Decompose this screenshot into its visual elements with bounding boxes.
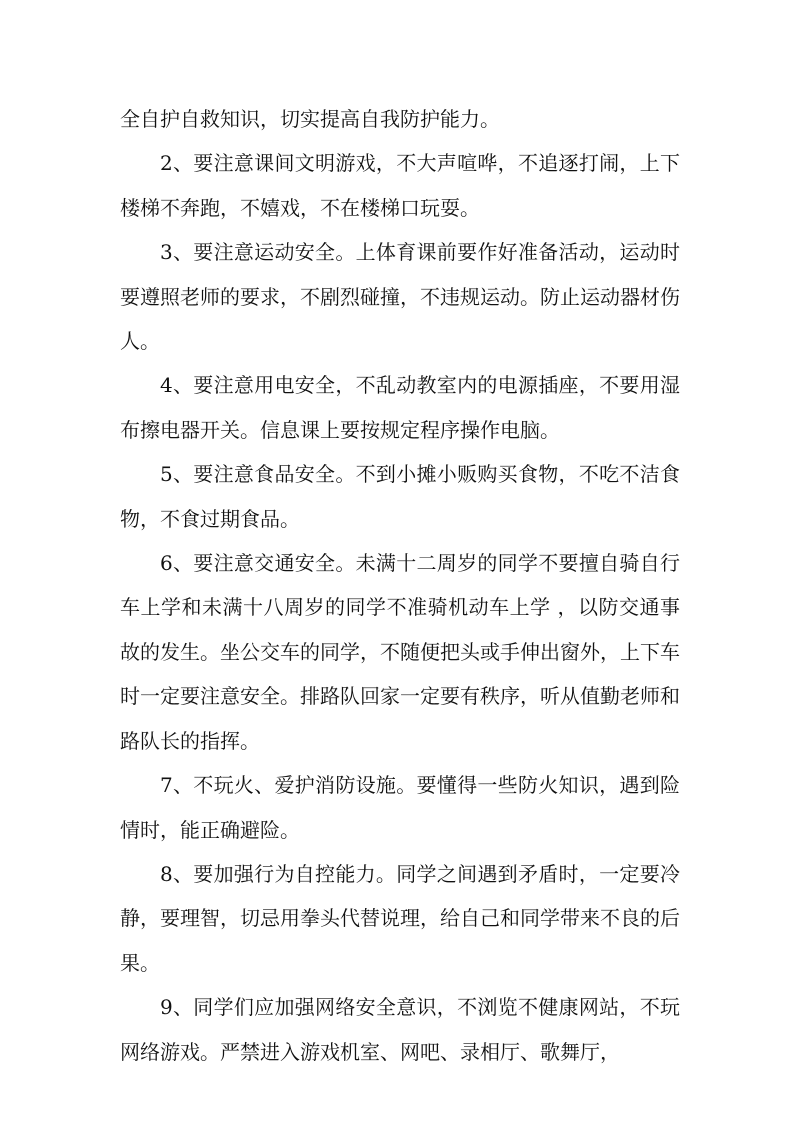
- paragraph-item-2: 2、要注意课间文明游戏，不大声喧哗，不追逐打闹，上下楼梯不奔跑，不嬉戏，不在楼梯口玩耍。: [120, 151, 680, 220]
- paragraph-item-4: 4、要注意用电安全，不乱动教室内的电源插座，不要用湿布擦电器开关。信息课上要按规定程序操作电脑。: [120, 373, 680, 442]
- paragraph-item-3: 3、要注意运动安全。上体育课前要作好准备活动，运动时要遵照老师的要求，不剧烈碰撞，不违规运动。防止运动器材伤人。: [120, 240, 680, 354]
- paragraph-item-7: 7、不玩火、爱护消防设施。要懂得一些防火知识，遇到险情时，能正确避险。: [120, 773, 680, 842]
- paragraph-continuation: 全自护自救知识，切实提高自我防护能力。: [120, 107, 500, 131]
- paragraph-item-8: 8、要加强行为自控能力。同学之间遇到矛盾时，一定要冷静，要理智，切忌用拳头代替说理，给自己和同学带来不良的后果。: [120, 861, 680, 975]
- paragraph-item-9: 9、同学们应加强网络安全意识，不浏览不健康网站，不玩网络游戏。严禁进入游戏机室、网吧、录相厅、歌舞厅，: [120, 995, 680, 1064]
- document-body: [120, 97, 680, 1074]
- paragraph-item-6: 6、要注意交通安全。未满十二周岁的同学不要擅自骑自行车上学和未满十八周岁的同学不准骑机动车上学 ，以防交通事故的发生。坐公交车的同学，不随便把头或手伸出窗外，上下车时一定要注意安全。排路队回家一定要有秩序，听从值勤老师和路队长的指挥。: [120, 551, 680, 753]
- paragraph-item-5: 5、要注意食品安全。不到小摊小贩购买食物，不吃不洁食物，不食过期食品。: [120, 462, 680, 531]
